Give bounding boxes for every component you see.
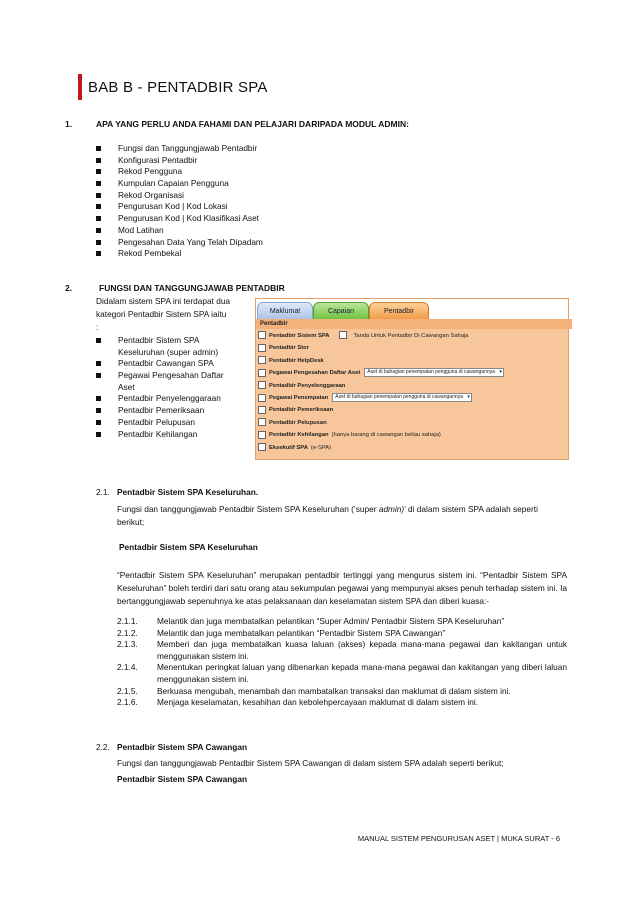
section-2-number: 2. [65, 283, 73, 293]
intro-line: Didalam sistem SPA ini terdapat dua [96, 296, 231, 306]
point-number: 2.1.6. [117, 697, 138, 708]
sub-2-2-title: Pentadbir Sistem SPA Cawangan [117, 742, 248, 752]
row-label: Pentadbir Kehilangan [269, 432, 329, 439]
list-item: Pentadbir Pelupusan [96, 417, 256, 429]
screenshot-row [258, 443, 564, 453]
select-value: Aset di bahagian penempatan pengguna di cawangannya [335, 394, 463, 400]
tab-maklumat: Maklumat [257, 302, 313, 321]
point-text: Menjaga keselamatan, kesahihan dan kebolehpercayaan maklumat di dalam sistem ini. [157, 697, 478, 708]
select-value: Aset di bahagian penempatan pengguna di cawangannya [367, 369, 495, 376]
screenshot-row [258, 331, 564, 341]
list-item: Pengesahan Data Yang Telah Dipadam [96, 237, 396, 249]
checkbox-icon [258, 443, 266, 451]
section-2-list [96, 335, 256, 440]
list-item: Pentadbir Sistem SPA [96, 335, 256, 347]
row-select [364, 368, 504, 377]
para-emphasis: admin) [378, 504, 405, 514]
list-item: Kumpulan Capaian Pengguna [96, 178, 396, 190]
sub-2-1-title: Pentadbir Sistem SPA Keseluruhan. [117, 487, 259, 497]
row-select [332, 393, 472, 402]
row-label: Pentadbir Penyelenggaraan [269, 382, 346, 389]
list-item: Pentadbir Pemeriksaan [96, 405, 256, 417]
section-2-intro [96, 295, 256, 334]
chevron-down-icon: ▾ [499, 369, 502, 376]
screenshot-row [258, 405, 564, 415]
checkbox-icon [258, 331, 266, 339]
section-2-heading: FUNGSI DAN TANGGUNGJAWAB PENTADBIR [99, 283, 285, 293]
point-text: Melantik dan juga membatalkan pelantikan “Pentadbir Sistem SPA Cawangan” [157, 627, 446, 638]
list-item: Keseluruhan (super admin) [118, 346, 219, 357]
row-label: Pegawai Penempatan [269, 395, 329, 402]
row-label: Eksekutif SPA [269, 444, 308, 451]
list-item: Rekod Organisasi [96, 190, 396, 202]
section-1-number: 1. [65, 119, 73, 129]
row-label: Pentadbir Pemeriksaan [269, 407, 334, 414]
chevron-down-icon: ▾ [467, 394, 470, 400]
point-text: Menentukan peringkat laluan yang dibenarkan kepada mana-mana pegawai dan kakitangan yang diberi laluan menggunakan sistem ini. [157, 662, 567, 684]
intro-line: : [96, 322, 99, 332]
row-label: Pentadbir Sistem SPA [269, 333, 330, 339]
row-label: Pentadbir Stor [269, 345, 309, 352]
para-text: Fungsi dan tanggungjawab Pentadbir Sistem SPA Keseluruhan (‘super [117, 504, 379, 514]
screenshot-tabbar [256, 299, 568, 319]
checkbox-icon [339, 331, 347, 339]
sub-2-1-number: 2.1. [96, 487, 110, 497]
screenshot-row [258, 343, 564, 353]
list-item: Rekod Pembekal [96, 248, 396, 260]
chapter-title: BAB B - PENTADBIR SPA [88, 79, 268, 96]
section-1-list [96, 143, 396, 260]
numbered-point [117, 686, 567, 698]
point-number: 2.1.4. [117, 662, 138, 673]
list-item: Pentadbir Kehilangan [96, 429, 256, 441]
list-item: Konfigurasi Pentadbir [96, 155, 396, 167]
point-number: 2.1.1. [117, 616, 138, 626]
checkbox-icon [258, 369, 266, 377]
point-number: 2.1.5. [117, 685, 138, 696]
tab-capaian: Capaian [313, 302, 369, 321]
checkbox-icon [258, 418, 266, 426]
list-item: Aset [118, 381, 135, 392]
point-text: Berkuasa mengubah, menambah dan mambatalkan transaksi dan maklumat di dalam sistem ini. [157, 685, 511, 696]
list-item: Pentadbir Cawangan SPA [96, 358, 256, 370]
screenshot-row [258, 356, 564, 366]
numbered-point [117, 697, 567, 709]
page-footer: MANUAL SISTEM PENGURUSAN ASET | MUKA SURAT - 6 [357, 834, 560, 843]
list-item: Pengurusan Kod | Kod Lokasi [96, 201, 396, 213]
checkbox-icon [258, 394, 266, 402]
row-note: Tanda Untuk Pentadbir Di Cawangan Sahaja [353, 333, 469, 339]
screenshot-row [258, 393, 564, 403]
sub-2-1-points [117, 616, 567, 709]
chapter-accent-bar [78, 74, 82, 100]
screenshot-row [258, 381, 564, 391]
point-number: 2.1.3. [117, 639, 138, 650]
numbered-point [117, 662, 567, 685]
screenshot-row [258, 418, 564, 428]
row-note: (e-SPA) [310, 444, 332, 451]
checkbox-icon [258, 431, 266, 439]
tab-pentadbir: Pentadbir [369, 302, 429, 321]
list-item: Mod Latihan [96, 225, 396, 237]
list-item: Pegawai Pengesahan Daftar [96, 370, 256, 382]
numbered-point [117, 639, 567, 662]
row-label: Pentadbir Pelupusan [269, 419, 327, 426]
screenshot-header: Pentadbir [256, 319, 572, 329]
checkbox-icon [258, 381, 266, 389]
checkbox-icon [258, 356, 266, 364]
sub-2-2-description: Fungsi dan tanggungjawab Pentadbir Sistem SPA Cawangan di dalam sistem SPA adalah seperti berikut; [117, 758, 504, 768]
checkbox-icon [258, 406, 266, 414]
list-item: Fungsi dan Tanggungjawab Pentadbir [96, 143, 396, 155]
intro-line: kategori Pentadbir Sistem SPA iaitu [96, 309, 227, 319]
sub-2-1-paragraph [117, 503, 567, 529]
section-1-heading: APA YANG PERLU ANDA FAHAMI DAN PELAJARI DARIPADA MODUL ADMIN: [96, 119, 409, 129]
checkbox-icon [258, 344, 266, 352]
point-text: Melantik dan juga membatalkan pelantikan “Super Admin/ Pentadbir Sistem SPA Keseluruhan” [157, 616, 505, 626]
screenshot-row [258, 430, 564, 440]
admin-screenshot [255, 298, 569, 460]
para-text: ’ di dalam sistem SPA adalah seperti berikut; [117, 504, 538, 527]
numbered-point [117, 616, 567, 628]
row-note: (hanya barang di cawangan beliau sahaja) [331, 432, 441, 439]
sub-2-2-number: 2.2. [96, 742, 110, 752]
sub-2-2-subheading: Pentadbir Sistem SPA Cawangan [117, 774, 248, 784]
point-number: 2.1.2. [117, 627, 138, 638]
sub-2-1-subheading: Pentadbir Sistem SPA Keseluruhan [119, 542, 258, 552]
screenshot-row [258, 368, 564, 378]
row-label: Pegawai Pengesahan Daftar Aset [269, 370, 361, 377]
list-item: Rekod Pengguna [96, 166, 396, 178]
list-item: Pentadbir Penyelenggaraan [96, 393, 256, 405]
list-item: Pengurusan Kod | Kod Klasifikasi Aset [96, 213, 396, 225]
row-label: Pentadbir HelpDesk [269, 357, 324, 364]
point-text: Memberi dan juga membatalkan kuasa laluan (akses) kepada mana-mana pegawai dan kakitangan untuk menggunakan sistem ini. [157, 639, 567, 661]
numbered-point [117, 628, 567, 640]
sub-2-1-description: “Pentadbir Sistem SPA Keseluruhan” merupakan pentadbir tertinggi yang mengurus sistem ini. “Pentadbir Sistem SPA Keseluruhan” boleh terdiri dari satu orang atau sekumpulan pegawai yang mempunyai akses penuh terhadap sistem ini. Ia bertanggungjawab sepenuhnya ke atas pelaksanaan dan keselamatan sistem SPA dan diberi kuasa:- [117, 570, 567, 606]
